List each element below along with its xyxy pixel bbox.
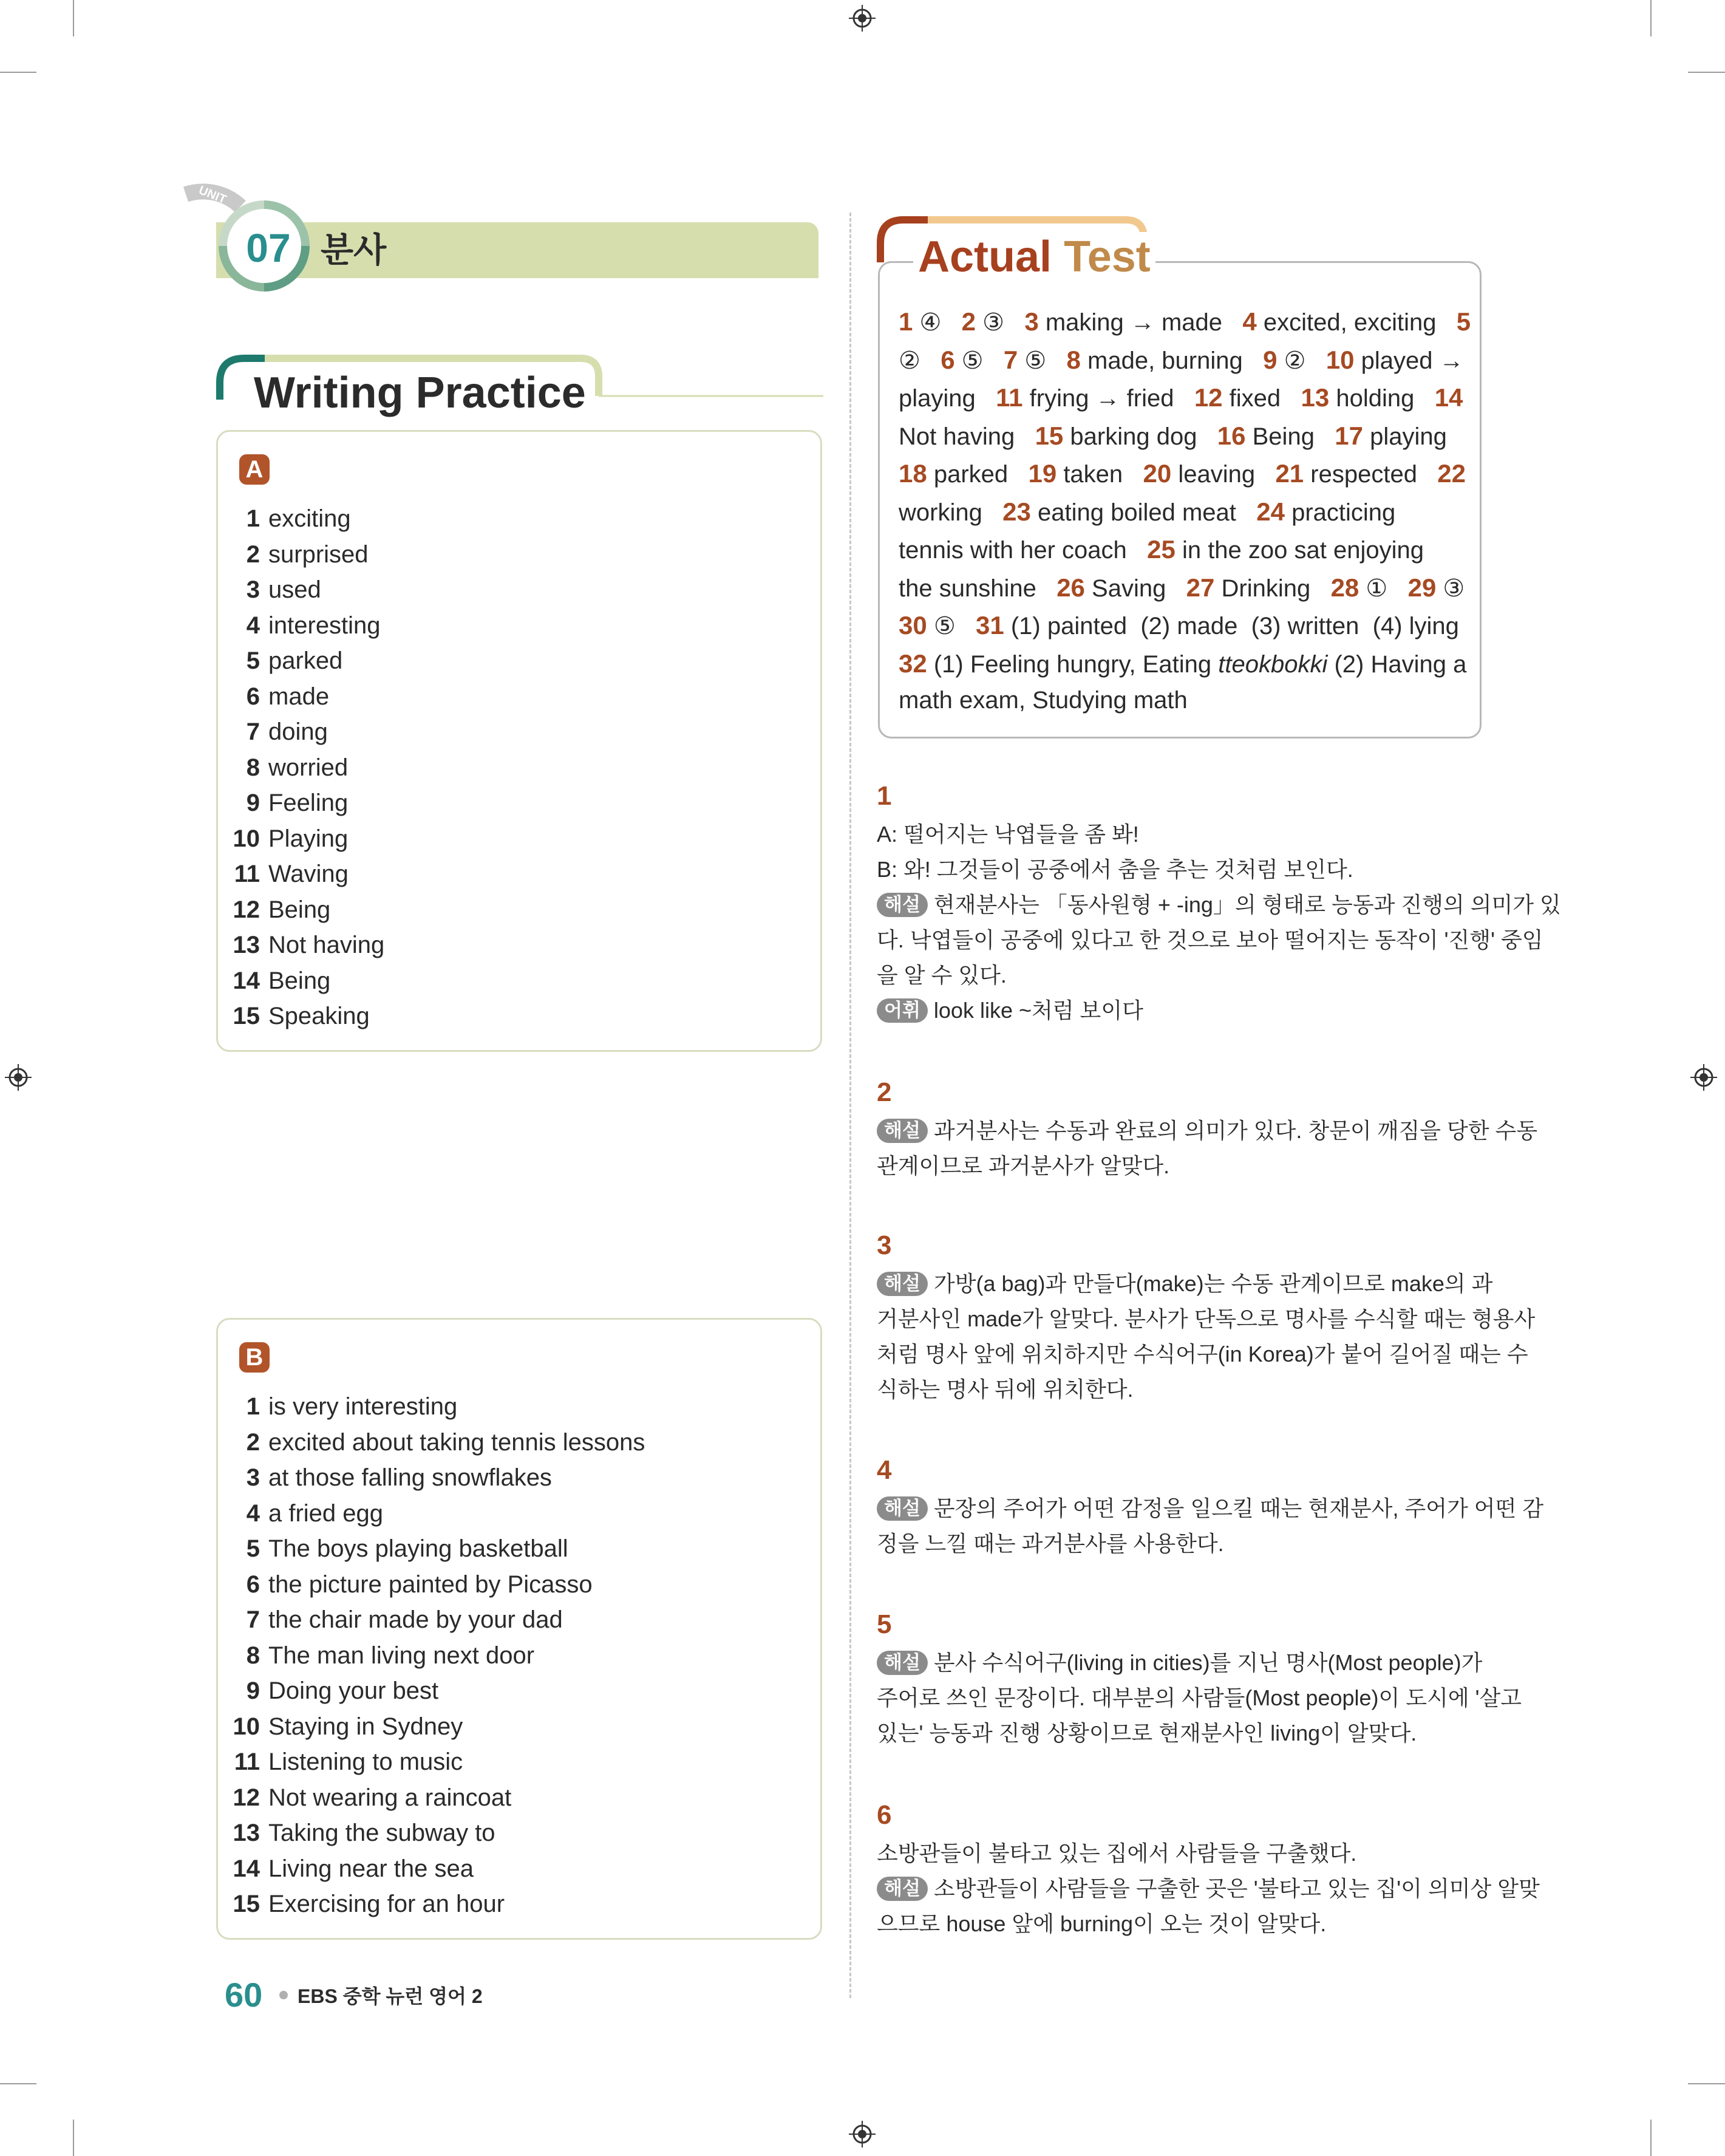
list-item [225, 1500, 383, 1527]
explanation-line: 거분사인 made가 알맞다. 분사가 단독으로 명사를 수식할 때는 형용사 [877, 1306, 1536, 1331]
item-text: Speaking [268, 1003, 370, 1029]
item-number: 4 [246, 1499, 260, 1527]
explanation-line: 처럼 명사 앞에 위치하지만 수식어구(in Korea)가 붙어 길어질 때는 수 [877, 1342, 1528, 1366]
answer-number: 25 [1147, 535, 1176, 564]
answer-text: holding [1329, 385, 1435, 412]
list-item [225, 1820, 495, 1847]
section-b-badge: B [239, 1342, 270, 1373]
dialogue-line: B: 와! 그것들이 공중에서 춤을 추는 것처럼 보인다. [877, 857, 1353, 882]
dialogue-line: A: 떨어지는 낙엽들을 좀 봐! [877, 822, 1139, 847]
list-item [225, 647, 342, 675]
explanation-line: 을 알 수 있다. [877, 963, 1007, 988]
crop-mark [1650, 0, 1652, 36]
answer-line [899, 421, 1457, 451]
answer-number: 22 [1437, 459, 1466, 488]
list-item [225, 967, 330, 995]
crop-mark [0, 2083, 36, 2084]
list-item [225, 1393, 457, 1421]
answer-text: Drinking [1214, 575, 1331, 602]
answer-text: tteokbokki [1218, 650, 1328, 678]
item-number: 3 [246, 1464, 260, 1491]
item-text: used [268, 576, 321, 603]
answer-text: barking dog [1063, 423, 1217, 450]
list-item [225, 718, 328, 746]
explanation-line: 있는' 능동과 진행 상황이므로 현재분사인 living이 알맞다. [877, 1721, 1417, 1745]
answer-number: 4 [1242, 307, 1257, 336]
answer-number: 26 [1056, 573, 1085, 602]
unit-title: 분사 [321, 231, 387, 269]
answer-text: Saving [1084, 575, 1186, 602]
item-text: Exercising for an hour [268, 1891, 505, 1917]
answer-number: 3 [1024, 307, 1039, 336]
answer-number: 8 [1066, 345, 1081, 374]
explanation-line: 주어로 쓰인 문장이다. 대부분의 사람들(Most people)이 도시에 '살고 [877, 1685, 1522, 1710]
explanation-line: 정을 느낄 때는 과거분사를 사용한다. [877, 1531, 1224, 1556]
answer-line [899, 383, 1463, 412]
list-item [225, 1464, 552, 1492]
item-text: Doing your best [268, 1677, 439, 1704]
answer-number: 17 [1335, 421, 1363, 450]
explanation-line [877, 1114, 1537, 1145]
answer-text: ③ [976, 309, 1025, 336]
answer-number: 23 [1002, 497, 1031, 526]
answer-text: fixed [1222, 385, 1301, 412]
item-text: a fried egg [268, 1499, 384, 1527]
answer-text: ⑤ [927, 613, 976, 640]
list-item [225, 896, 330, 924]
item-number: 8 [246, 754, 260, 781]
item-number: 5 [246, 647, 260, 674]
item-number: 14 [233, 967, 260, 994]
item-text: the chair made by your dad [268, 1606, 563, 1633]
list-item [225, 790, 348, 817]
item-number: 15 [233, 1003, 260, 1029]
question-number: 6 [877, 1800, 892, 1830]
item-text: interesting [268, 612, 381, 639]
item-number: 10 [233, 1713, 260, 1740]
explanation-line [877, 1872, 1540, 1903]
explanation-line: 으므로 house 앞에 burning이 오는 것이 알맞다. [877, 1911, 1327, 1936]
item-number: 3 [246, 576, 260, 603]
unit-label: UNIT [197, 183, 228, 207]
answer-text: Being [1245, 423, 1335, 450]
book-title: EBS 중학 뉴런 영어 2 [298, 1985, 483, 2007]
answer-text: practicing [1284, 499, 1396, 526]
item-text: worried [268, 754, 349, 781]
item-text: Being [268, 967, 331, 994]
item-text: made [268, 683, 330, 710]
answer-text: played → [1354, 347, 1464, 374]
answer-text: math exam, Studying math [899, 687, 1188, 714]
answer-number: 21 [1275, 459, 1304, 488]
answer-number: 7 [1003, 345, 1018, 374]
item-number: 13 [233, 932, 260, 958]
list-item [225, 1642, 534, 1670]
registration-mark-icon [849, 5, 876, 32]
haeseol-tag: 해설 [877, 893, 928, 917]
item-text: surprised [268, 541, 369, 568]
list-item [225, 754, 348, 782]
answer-text: excited, exciting [1256, 309, 1457, 336]
answer-text: ⑤ [1018, 347, 1067, 374]
answer-text: frying → fried [1022, 385, 1194, 412]
answer-number: 19 [1028, 459, 1057, 488]
list-item [225, 1713, 463, 1741]
actual-test-title-bold: Actual [918, 233, 1052, 281]
item-text: The man living next door [268, 1642, 535, 1669]
item-number: 1 [246, 1393, 260, 1420]
item-number: 4 [246, 612, 260, 639]
item-number: 15 [233, 1891, 260, 1917]
item-text: Taking the subway to [268, 1820, 495, 1846]
registration-mark-icon [849, 2121, 876, 2147]
list-item [225, 1748, 463, 1776]
answer-number: 27 [1186, 573, 1215, 602]
item-text: Listening to music [268, 1748, 463, 1775]
question-number: 5 [877, 1609, 892, 1639]
translation-line: 소방관들이 불타고 있는 집에서 사람들을 구출했다. [877, 1841, 1357, 1866]
answer-text: making → made [1038, 309, 1243, 336]
answer-text: playing [1363, 423, 1447, 450]
answer-number: 5 [1456, 307, 1471, 336]
item-text: parked [268, 647, 343, 674]
item-text: is very interesting [268, 1393, 458, 1420]
answer-line [899, 307, 1471, 336]
answer-text: Not having [899, 423, 1035, 450]
item-text: Not wearing a raincoat [268, 1784, 512, 1811]
answer-number: 29 [1407, 573, 1437, 602]
item-text: doing [268, 718, 328, 745]
answer-number: 18 [899, 459, 927, 488]
answer-number: 24 [1256, 497, 1285, 526]
answer-line [899, 649, 1467, 678]
answer-number: 13 [1301, 383, 1330, 412]
item-text: Playing [268, 825, 349, 852]
item-number: 7 [246, 718, 260, 745]
crop-mark [0, 72, 36, 73]
answer-text: ④ [913, 309, 962, 336]
explanation-line: 다. 낙엽들이 공중에 있다고 한 것으로 보아 떨어지는 동작이 '진행' 중임 [877, 927, 1543, 952]
explanation-text: 가방(a bag)과 만들다(make)는 수동 관계이므로 make의 과 [933, 1271, 1493, 1296]
item-number: 12 [233, 896, 260, 923]
answer-number: 14 [1434, 383, 1463, 412]
answer-line [899, 459, 1466, 488]
question-number: 3 [877, 1230, 892, 1260]
answer-line [899, 497, 1457, 527]
item-text: Not having [268, 932, 385, 958]
footer-bullet [279, 1991, 288, 1999]
answer-number: 30 [899, 611, 927, 640]
item-number: 1 [246, 505, 260, 532]
answer-number: 32 [899, 649, 927, 678]
item-number: 9 [246, 1677, 260, 1704]
item-number: 5 [246, 1535, 260, 1562]
actual-test-title-light: Test [1064, 233, 1151, 281]
answer-text: working [899, 499, 1003, 526]
explanation-text: 소방관들이 사람들을 구출한 곳은 '불타고 있는 집'이 의미상 알맞 [933, 1876, 1540, 1901]
question-number: 4 [877, 1455, 892, 1485]
list-item [225, 861, 349, 888]
list-item [225, 1535, 568, 1563]
item-number: 11 [234, 861, 260, 887]
answer-number: 11 [996, 383, 1023, 412]
list-item [225, 1784, 511, 1812]
explanation-line: 식하는 명사 뒤에 위치한다. [877, 1377, 1134, 1402]
haeseol-tag: 해설 [877, 1877, 928, 1901]
item-text: the picture painted by Picasso [268, 1571, 593, 1598]
item-number: 7 [246, 1606, 260, 1633]
answer-text: playing [899, 385, 996, 412]
list-item [225, 1003, 370, 1030]
explanation-line [877, 888, 1561, 919]
item-text: Being [268, 896, 331, 923]
section-a-badge: A [239, 454, 270, 485]
answer-text: in the zoo sat enjoying [1175, 537, 1424, 564]
answer-text: tennis with her coach [899, 537, 1148, 564]
answer-number: 31 [976, 611, 1004, 640]
item-text: at those falling snowflakes [268, 1464, 552, 1491]
answer-number: 9 [1263, 345, 1278, 374]
list-item [225, 1855, 474, 1883]
item-number: 2 [246, 541, 260, 568]
answer-number: 20 [1143, 459, 1172, 488]
answer-text: respected [1304, 461, 1438, 488]
item-number: 8 [246, 1642, 260, 1669]
vocab-line [877, 994, 1143, 1025]
explanation-line [877, 1267, 1492, 1298]
item-text: The boys playing basketball [268, 1535, 568, 1562]
registration-mark-icon [5, 1064, 32, 1091]
answer-number: 28 [1330, 573, 1359, 602]
explanation-line: 관계이므로 과거분사가 알맞다. [877, 1153, 1170, 1178]
list-item [225, 825, 348, 853]
answer-text: (1) painted (2) made (3) written (4) lying [1004, 613, 1459, 640]
answer-text: ② [899, 347, 941, 374]
list-item [225, 1429, 645, 1456]
list-item [225, 683, 329, 711]
answer-number: 16 [1217, 421, 1246, 450]
explanation-text: 분사 수식어구(living in cities)를 지닌 명사(Most people)가 [933, 1650, 1483, 1675]
item-text: exciting [268, 505, 351, 532]
item-number: 14 [233, 1855, 260, 1882]
answer-text: ⑤ [954, 347, 1004, 374]
item-number: 13 [233, 1820, 260, 1846]
crop-mark [1688, 72, 1725, 73]
haeseol-tag: 해설 [877, 1272, 928, 1296]
answer-text: ② [1277, 347, 1326, 374]
answer-number: 15 [1035, 421, 1064, 450]
crop-mark [1688, 2083, 1725, 2084]
item-number: 6 [246, 1571, 260, 1598]
item-text: Staying in Sydney [268, 1713, 463, 1740]
item-number: 2 [246, 1428, 260, 1456]
answer-text: made, burning [1080, 347, 1264, 374]
explanation-text: 현재분사는 「동사원형 + -ing」의 형태로 능동과 진행의 의미가 있 [933, 892, 1561, 917]
answer-text: ③ [1436, 575, 1465, 602]
unit-number: 07 [246, 225, 291, 270]
answer-text: (1) Feeling hungry, Eating [927, 650, 1219, 678]
answer-line [899, 573, 1465, 602]
explanation-text: 문장의 주어가 어떤 감정을 일으킬 때는 현재분사, 주어가 어떤 감 [933, 1496, 1544, 1521]
crop-mark [73, 0, 74, 36]
vocab-text: look like ~처럼 보이다 [933, 998, 1143, 1023]
answer-line [899, 611, 1457, 640]
explanation-line [877, 1492, 1543, 1523]
answer-line [899, 345, 1464, 375]
item-number: 10 [233, 825, 260, 852]
item-text: Waving [268, 861, 349, 887]
answer-text: ① [1359, 575, 1408, 602]
answer-text: eating boiled meat [1030, 499, 1257, 526]
item-number: 6 [246, 683, 260, 710]
haeseol-tag: 해설 [877, 1119, 928, 1143]
explanation-text: 과거분사는 수동과 완료의 의미가 있다. 창문이 깨짐을 당한 수동 [933, 1118, 1538, 1143]
registration-mark-icon [1690, 1064, 1717, 1091]
list-item [225, 1571, 593, 1598]
list-item [225, 541, 369, 568]
page-number: 60 [225, 1976, 263, 2014]
answer-number: 1 [899, 307, 913, 336]
answer-number: 12 [1194, 383, 1223, 412]
answer-text: parked [927, 461, 1029, 488]
answer-text: the sunshine [899, 575, 1057, 602]
item-number: 9 [246, 790, 260, 816]
list-item [225, 576, 321, 604]
explanation-line [877, 1646, 1482, 1677]
list-item [225, 932, 384, 959]
haeseol-tag: 해설 [877, 1651, 928, 1675]
list-item [225, 505, 351, 533]
answer-text: leaving [1171, 461, 1276, 488]
column-divider [849, 213, 851, 1998]
item-text: Feeling [268, 790, 349, 816]
answer-number: 2 [961, 307, 976, 336]
crop-mark [1650, 2120, 1652, 2156]
item-number: 12 [233, 1784, 260, 1811]
question-number: 1 [877, 781, 892, 811]
crop-mark [73, 2120, 74, 2156]
writing-practice-title: Writing Practice [254, 369, 586, 417]
item-text: Living near the sea [268, 1855, 474, 1882]
list-item [225, 612, 381, 640]
answer-number: 10 [1325, 345, 1355, 374]
answer-line [899, 687, 1457, 714]
answer-number: 6 [941, 345, 955, 374]
list-item [225, 1606, 563, 1634]
item-number: 11 [234, 1748, 260, 1775]
actual-test-title [913, 232, 1155, 282]
answer-text: (2) Having a [1327, 650, 1467, 678]
answer-text: taken [1056, 461, 1143, 488]
list-item [225, 1891, 505, 1918]
list-item [225, 1677, 438, 1705]
answer-line [899, 535, 1457, 564]
question-number: 2 [877, 1077, 892, 1107]
haeseol-tag: 해설 [877, 1496, 928, 1521]
item-text: excited about taking tennis lessons [268, 1428, 645, 1456]
eohwi-tag: 어휘 [877, 998, 928, 1023]
